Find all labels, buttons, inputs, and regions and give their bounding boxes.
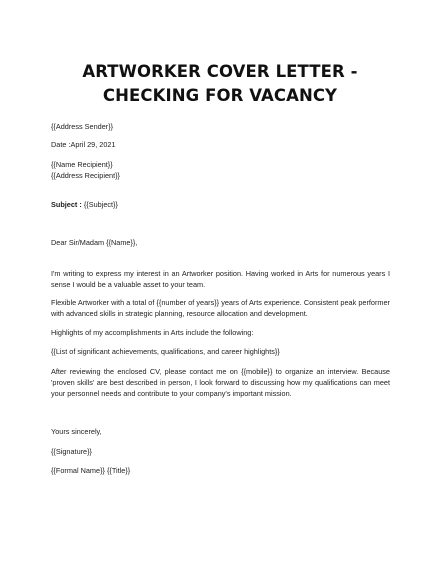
subject-value: {{Subject}} — [81, 200, 118, 209]
document-title: ARTWORKER COVER LETTER - CHECKING FOR VACANCY — [82, 62, 358, 105]
address-sender: {{Address Sender}} — [51, 122, 114, 131]
signature: {{Signature}} — [51, 447, 92, 456]
subject-label: Subject : — [51, 200, 82, 209]
date-line: Date :April 29, 2021 — [51, 140, 116, 149]
paragraph-highlights-intro: Highlights of my accomplishments in Arts include the following: — [51, 328, 254, 337]
address-recipient: {{Address Recipient}} — [51, 171, 120, 180]
salutation: Dear Sir/Madam {{Name}}, — [51, 238, 138, 247]
closing: Yours sincerely, — [51, 427, 102, 436]
paragraph-highlights-list: {{List of significant achievements, qualifications, and career highlights}} — [51, 347, 280, 356]
name-recipient: {{Name Recipient}} — [51, 160, 113, 169]
paragraph-contact: After reviewing the enclosed CV, please contact me on {{mobile}} to organize an interview. Because 'proven skills' are best described in person, I look forward to discussing how my qualifications can meet your personnel needs and contribute to your company's important mission. — [51, 367, 390, 398]
formal-name: {{Formal Name}} {{Title}} — [51, 466, 131, 475]
paragraph-interest: I'm writing to express my interest in an Artworker position. Having worked in Arts for numerous years I sense I would be a valuable asset to your team. — [51, 269, 390, 289]
subject-line — [51, 199, 390, 210]
paragraph-experience: Flexible Artworker with a total of {{number of years}} years of Arts experience. Consistent peak performer with advanced skills in strategic planning, resource allocation and development. — [51, 298, 390, 318]
